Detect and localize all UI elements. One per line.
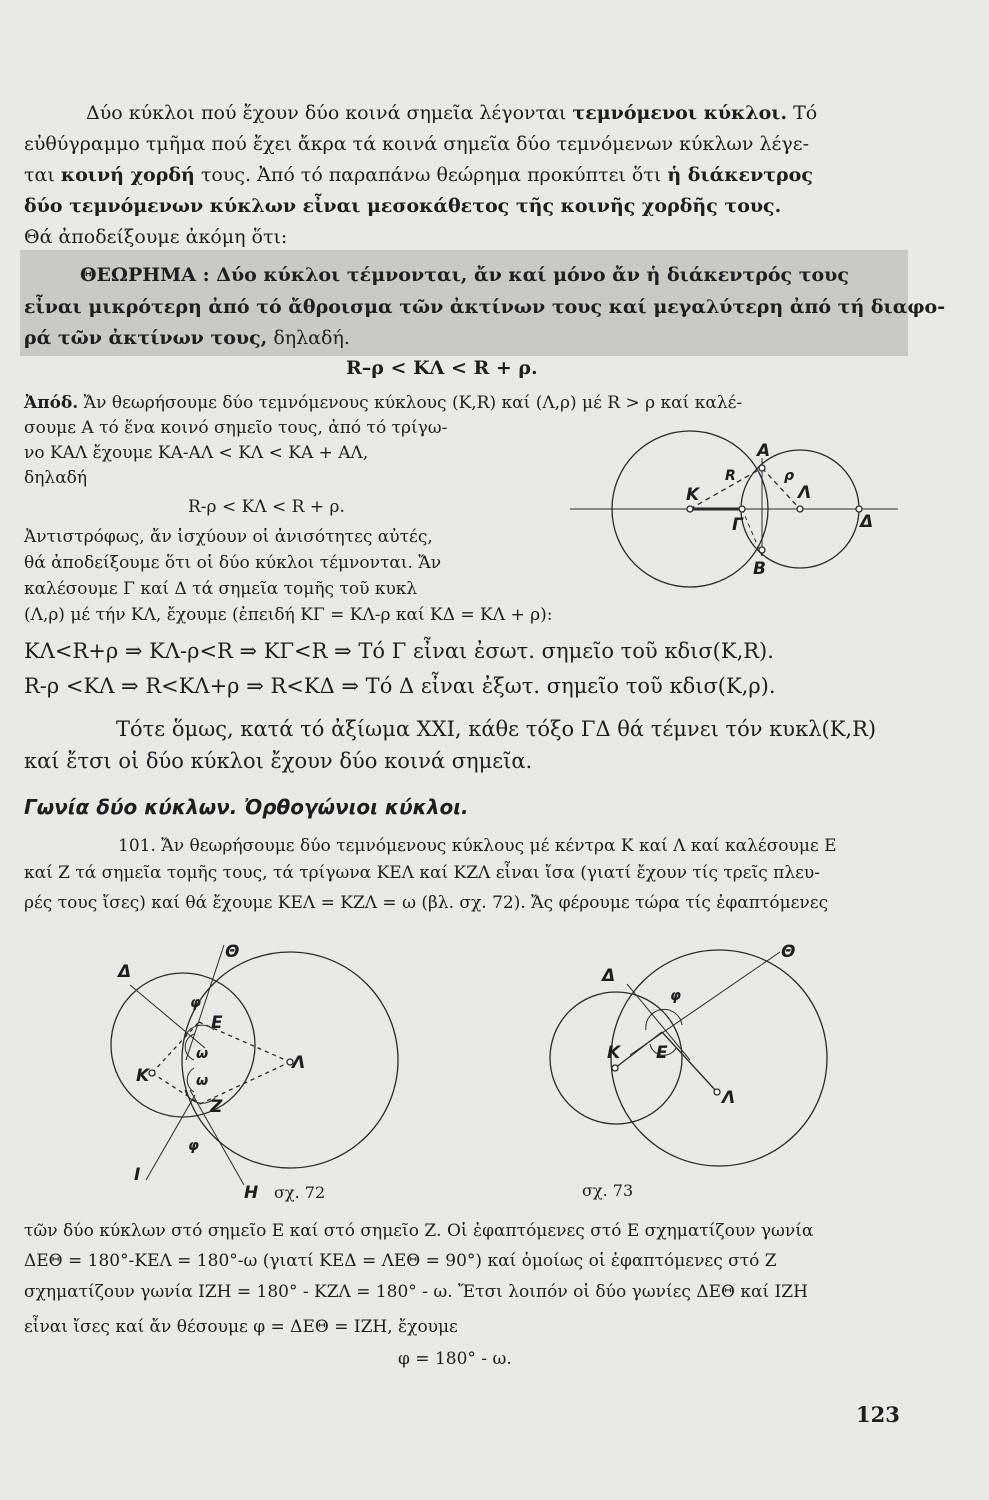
- figure-top: [570, 431, 898, 587]
- intro-line-5: Θά ἀποδείξουμε ἀκόμη ὅτι:: [24, 226, 288, 248]
- top-label-rho: ρ: [784, 468, 795, 484]
- fig72-label-I: Ι: [134, 1165, 141, 1185]
- fig72-label-phi-bot: φ: [188, 1138, 199, 1154]
- proof-line-12: Τότε ὅμως, κατά τό ἀξίωμα XXI, κάθε τόξο ΓΔ θά τέμνει τόν κυκλ(K,R): [116, 717, 877, 741]
- theorem-line-2: εἶναι μικρότερη ἀπό τό ἄθροισμα τῶν ἀκτίνων τους καί μεγαλύτερη ἀπό τή διαφο-: [24, 296, 946, 318]
- par101-line-3: ρές τους ἴσες) καί θά ἔχουμε ΚΕΛ = ΚΖΛ = ω (βλ. σχ. 72). Ἄς φέρουμε τώρα τίς ἐφαπτόμενες: [24, 893, 829, 913]
- par101-line-7: εἶναι ἴσες καί ἄν θέσουμε φ = ΔΕΘ = ΙΖΗ, ἔχουμε: [24, 1317, 458, 1337]
- fig72-caption: σχ. 72: [274, 1183, 326, 1202]
- fig73-label-Th: Θ: [781, 942, 796, 962]
- fig72-label-D: Δ: [118, 962, 132, 982]
- proof-line-8: καλέσουμε Γ καί Δ τά σημεῖα τομῆς τοῦ κυκλ: [24, 579, 418, 599]
- intro-line-1: Δύο κύκλοι πού ἔχουν δύο κοινά σημεῖα λέγονται τεμνόμενοι κύκλοι. Τό: [86, 102, 818, 124]
- point-G: [739, 506, 745, 512]
- par101-line-1: 101. Ἄν θεωρήσουμε δύο τεμνόμενους κύκλους μέ κέντρα Κ καί Λ καί καλέσουμε Ε: [118, 836, 837, 856]
- point-A: [759, 465, 765, 471]
- fig73-label-E: Ε: [656, 1043, 668, 1063]
- top-label-R: R: [725, 468, 736, 484]
- top-label-A: Α: [757, 441, 771, 461]
- top-label-L: Λ: [798, 483, 812, 503]
- point-K: [687, 506, 693, 512]
- figure-73: [550, 950, 827, 1166]
- par101-line-2: καί Ζ τά σημεῖα τομῆς τους, τά τρίγωνα ΚΕΛ καί ΚΖΛ εἶναι ἴσα (γιατί ἔχουν τίς τρεῖς πλευ-: [24, 863, 821, 883]
- proof-line-1: Ἀπόδ. Ἄν θεωρήσουμε δύο τεμνόμενους κύκλους (Κ,R) καί (Λ,ρ) μέ R > ρ καί καλέ-: [24, 393, 743, 413]
- fig73-label-D: Δ: [602, 966, 616, 986]
- fig73-circle-L: [611, 950, 827, 1166]
- figure-72: [111, 945, 398, 1185]
- par101-line-5: ΔΕΘ = 180°-ΚΕΛ = 180°-ω (γιατί ΚΕΔ = ΛΕΘ = 90°) καί ὁμοίως οἱ ἐφαπτόμενες στό Ζ: [24, 1251, 777, 1271]
- fig72-label-phi-top: φ: [190, 995, 201, 1011]
- proof-line-7: θά ἀποδείξουμε ὅτι οἱ δύο κύκλοι τέμνονται. Ἄν: [24, 553, 442, 573]
- theorem-line-3: ρά τῶν ἀκτίνων τους, δηλαδή.: [24, 327, 350, 349]
- fig72-label-K: Κ: [136, 1066, 150, 1086]
- fig72-label-w2: ω: [196, 1073, 209, 1089]
- fig73-point-L: [714, 1089, 720, 1095]
- fig73-EL: [662, 1032, 717, 1092]
- proof-line-11: R-ρ <ΚΛ ⇒ R<ΚΛ+ρ ⇒ R<ΚΔ ⇒ Τό Δ εἶναι ἐξωτ. σημεῖο τοῦ κδισ(Κ,ρ).: [24, 674, 776, 698]
- page-number: 123: [856, 1402, 900, 1427]
- fig73-label-K: Κ: [607, 1043, 621, 1063]
- proof-line-3: νο ΚΑΛ ἔχουμε ΚΑ-ΑΛ < ΚΛ < ΚΑ + ΑΛ,: [24, 443, 369, 463]
- fig72-arc-w2: [187, 1068, 194, 1092]
- top-label-B: Β: [753, 559, 766, 579]
- fig72-label-Z: Ζ: [210, 1097, 223, 1117]
- fig72-KZ: [152, 1073, 200, 1104]
- intro-line-2: εὐθύγραμμο τμῆμα πού ἔχει ἄκρα τά κοινά σημεῖα δύο τεμνόμενων κύκλων λέγε-: [24, 133, 810, 155]
- proof-line-10: ΚΛ<R+ρ ⇒ ΚΛ-ρ<R ⇒ ΚΓ<R ⇒ Τό Γ εἶναι ἐσωτ. σημεῖο τοῦ κδισ(K,R).: [24, 639, 774, 663]
- proof-line-2: σουμε Α τό ἕνα κοινό σημεῖο τους, ἀπό τό τρίγω-: [24, 418, 448, 438]
- fig73-KE: [615, 1032, 662, 1068]
- fig72-label-Th: Θ: [225, 942, 240, 962]
- fig72-KE: [152, 1022, 199, 1073]
- point-L: [797, 506, 803, 512]
- top-label-K: Κ: [686, 485, 700, 505]
- fig72-label-H: Η: [244, 1183, 259, 1203]
- fig73-label-phi: φ: [670, 988, 681, 1004]
- point-B: [759, 547, 765, 553]
- par101-line-4: τῶν δύο κύκλων στό σημεῖο Ε καί στό σημεῖο Ζ. Οἱ ἐφαπτόμενες στό Ε σχηματίζουν γωνία: [24, 1221, 814, 1241]
- theorem-line-1: ΘΕΩΡΗΜΑ : Δύο κύκλοι τέμνονται, ἄν καί μόνο ἄν ἡ διάκεντρός τους: [80, 264, 849, 286]
- intro-line-3: ται κοινή χορδή τους. Ἀπό τό παραπάνω θεώρημα προκύπτει ὅτι ἡ διάκεντρος: [24, 164, 813, 186]
- section-heading: Γωνία δύο κύκλων. Ὀρθογώνιοι κύκλοι.: [24, 795, 469, 819]
- par101-line-8: φ = 180° - ω.: [398, 1349, 512, 1369]
- par101-line-6: σχηματίζουν γωνία ΙΖΗ = 180° - ΚΖΛ = 180° - ω. Ἔτσι λοιπόν οἱ δύο γωνίες ΔΕΘ καί ΙΖΗ: [24, 1282, 808, 1302]
- proof-line-4: δηλαδή: [24, 468, 88, 488]
- fig73-label-L: Λ: [722, 1088, 736, 1108]
- theorem-formula: R–ρ < ΚΛ < R + ρ.: [346, 357, 538, 379]
- top-label-D: Δ: [860, 512, 874, 532]
- proof-line-6: Ἀντιστρόφως, ἄν ἰσχύουν οἱ ἀνισότητες αὐτές,: [24, 527, 433, 547]
- fig72-label-w1: ω: [196, 1046, 209, 1062]
- proof-line-13: καί ἔτσι οἱ δύο κύκλοι ἔχουν δύο κοινά σημεῖα.: [24, 749, 533, 773]
- proof-line-5: R-ρ < ΚΛ < R + ρ.: [188, 497, 345, 517]
- fig73-point-K: [612, 1065, 618, 1071]
- top-label-G: Γ: [732, 515, 743, 535]
- fig72-label-L: Λ: [292, 1053, 306, 1073]
- fig73-caption: σχ. 73: [582, 1181, 634, 1200]
- intro-line-4: δύο τεμνόμενων κύκλων εἶναι μεσοκάθετος τῆς κοινῆς χορδῆς τους.: [24, 195, 782, 217]
- fig72-point-K: [149, 1070, 155, 1076]
- proof-line-9: (Λ,ρ) μέ τήν ΚΛ, ἔχουμε (ἐπειδή ΚΓ = ΚΛ-ρ καί ΚΔ = ΚΛ + ρ):: [24, 605, 553, 625]
- fig72-label-E: Ε: [211, 1013, 223, 1033]
